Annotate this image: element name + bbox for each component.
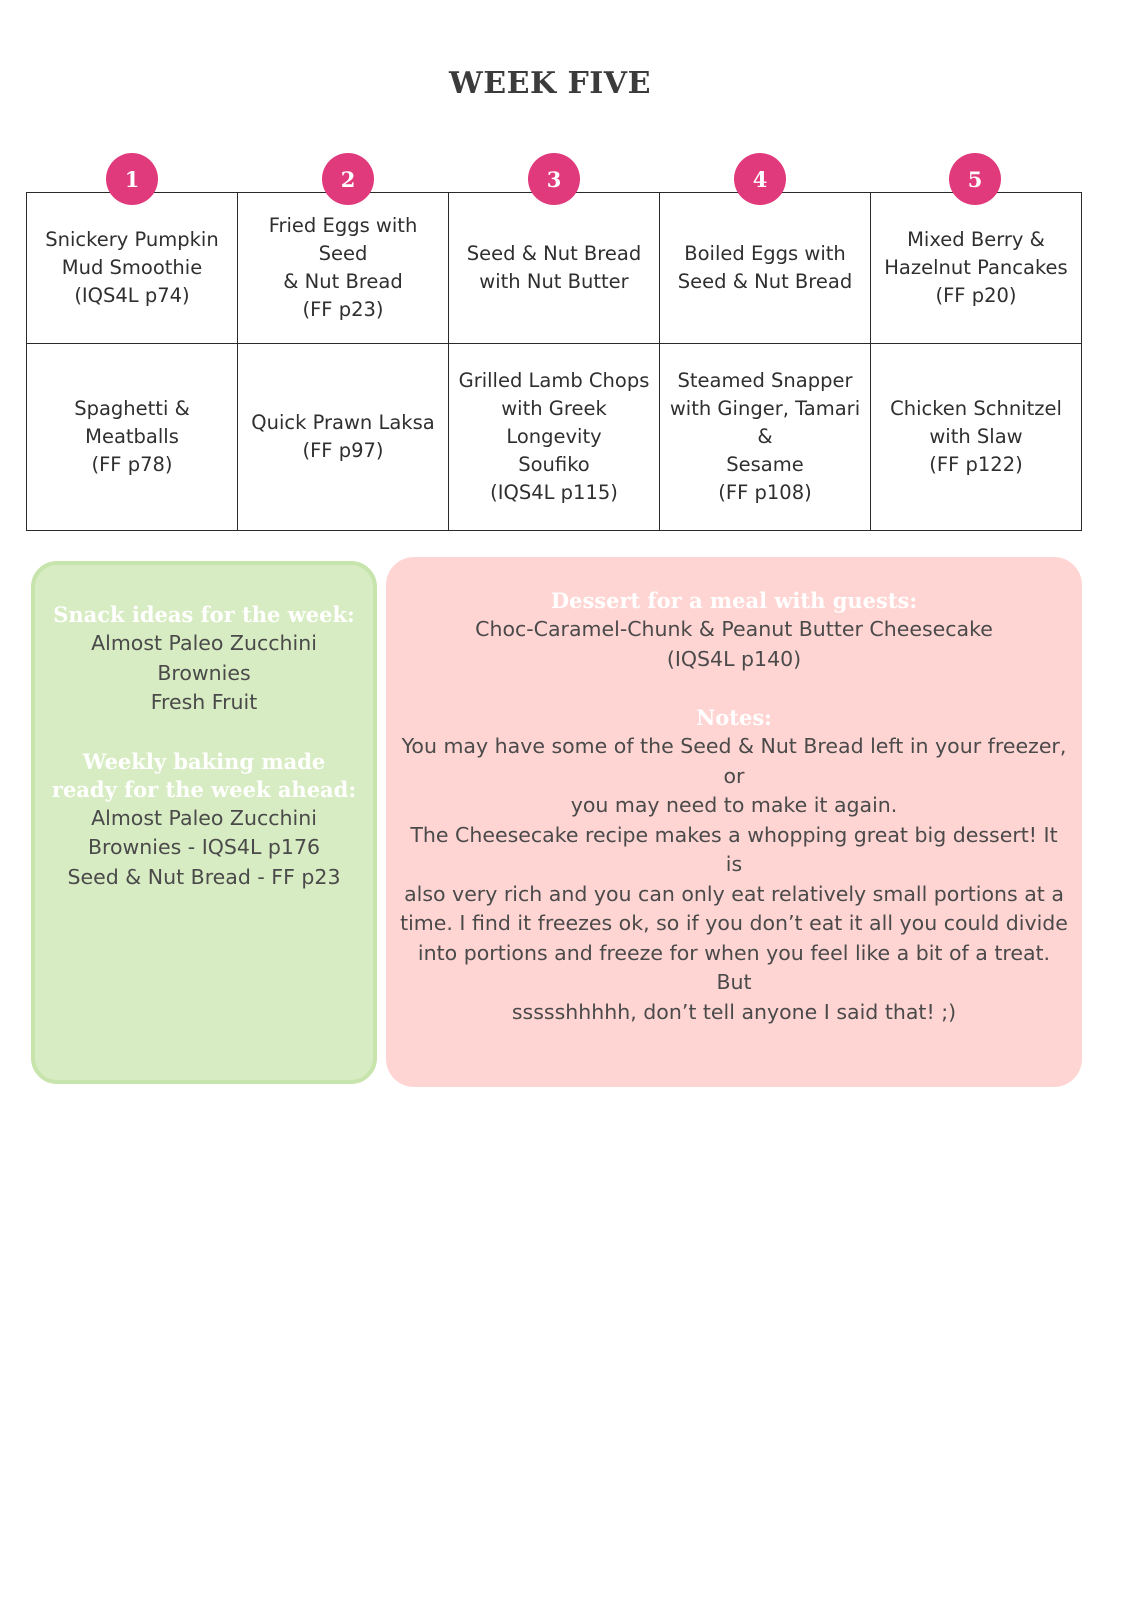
snack-item: Fresh Fruit — [150, 690, 258, 714]
dessert-heading: Dessert for a meal with guests: — [550, 588, 918, 613]
cell-line: (IQS4L p115) — [490, 481, 618, 505]
cell-line: Sesame — [726, 453, 804, 477]
baking-heading: Weekly baking made — [82, 748, 326, 774]
cell-line: Quick Prawn Laksa — [251, 411, 435, 435]
day-badge-4: 4 — [734, 153, 786, 205]
baking-item: Brownies - IQS4L p176 — [87, 835, 321, 859]
cell-line: Seed & Nut Bread — [466, 242, 642, 266]
day-badge-5: 5 — [949, 153, 1001, 205]
notes-line: The Cheesecake recipe makes a whopping great big dessert! It is — [410, 822, 1058, 876]
spacer — [400, 674, 1068, 704]
notes-line: you may need to make it again. — [570, 793, 898, 817]
dinner-cell-day-1 — [27, 344, 238, 531]
snack-heading: Snack ideas for the week: — [53, 602, 355, 627]
breakfast-row — [27, 193, 1082, 344]
day-badge-3: 3 — [528, 153, 580, 205]
cell-line: (FF p108) — [718, 481, 812, 505]
dinner-cell-day-4 — [660, 344, 871, 531]
notes-line: into portions and freeze for when you feel like a bit of a treat. But — [417, 940, 1051, 994]
dinner-cell-day-5 — [871, 344, 1082, 531]
day-badge-1: 1 — [106, 153, 158, 205]
breakfast-cell-day-5 — [871, 193, 1082, 344]
breakfast-cell-day-3 — [449, 193, 660, 344]
snack-item: Brownies — [157, 660, 251, 685]
cell-line: Boiled Eggs with — [684, 242, 846, 266]
breakfast-cell-day-4 — [660, 193, 871, 344]
cell-line: (FF p97) — [302, 439, 384, 463]
cell-line: Mixed Berry & — [907, 228, 1045, 252]
cell-line: with Ginger, Tamari & — [669, 397, 861, 449]
dinner-cell-day-2 — [238, 344, 449, 531]
notes-line: also very rich and you can only eat relatively small portions at a — [404, 881, 1064, 906]
cell-line: (IQS4L p74) — [74, 284, 190, 308]
cell-line: Mud Smoothie — [61, 256, 203, 280]
page-title: WEEK FIVE — [449, 66, 651, 101]
cell-line: Snickery Pumpkin — [45, 228, 219, 252]
cell-line: (FF p20) — [935, 284, 1017, 308]
cell-line: with Nut Butter — [479, 270, 629, 294]
meal-plan-table — [26, 192, 1082, 531]
snack-ideas-panel — [31, 561, 377, 1084]
dessert-notes-panel — [386, 557, 1082, 1087]
dessert-line: Choc-Caramel-Chunk & Peanut Butter Cheesecake — [475, 617, 993, 641]
cell-line: Soufiko — [518, 453, 590, 477]
snack-item: Almost Paleo Zucchini — [91, 631, 317, 655]
cell-line: Grilled Lamb Chops — [458, 369, 650, 393]
dinner-cell-day-3 — [449, 344, 660, 531]
notes-heading: Notes: — [696, 705, 772, 730]
notes-line: You may have some of the Seed & Nut Bread left in your freezer, or — [401, 734, 1067, 788]
cell-line: (FF p23) — [302, 298, 384, 322]
breakfast-cell-day-1 — [27, 193, 238, 344]
day-badge-2: 2 — [322, 153, 374, 205]
cell-line: with Greek Longevity — [501, 397, 607, 449]
notes-line: ssssshhhhh, don’t tell anyone I said that! ;) — [511, 999, 957, 1024]
baking-heading: ready for the week ahead: — [51, 776, 357, 802]
cell-line: Fried Eggs with Seed — [268, 214, 418, 266]
cell-line: with Slaw — [929, 425, 1023, 449]
cell-line: (FF p122) — [929, 453, 1023, 477]
cell-line: Chicken Schnitzel — [890, 397, 1062, 421]
cell-line: Hazelnut Pancakes — [884, 256, 1068, 280]
breakfast-cell-day-2 — [238, 193, 449, 344]
baking-item: Almost Paleo Zucchini — [91, 805, 317, 830]
cell-line: Steamed Snapper — [677, 369, 853, 393]
cell-line: Meatballs — [85, 425, 179, 449]
spacer — [35, 718, 373, 748]
dessert-line: (IQS4L p140) — [666, 646, 802, 671]
notes-line: time. I find it freezes ok, so if you don’t eat it all you could divide — [400, 911, 1068, 935]
cell-line: Spaghetti & — [74, 397, 190, 421]
dinner-row — [27, 344, 1082, 531]
cell-line: (FF p78) — [91, 453, 173, 477]
baking-item: Seed & Nut Bread - FF p23 — [67, 864, 341, 889]
cell-line: & Nut Bread — [283, 270, 403, 294]
cell-line: Seed & Nut Bread — [677, 270, 853, 294]
